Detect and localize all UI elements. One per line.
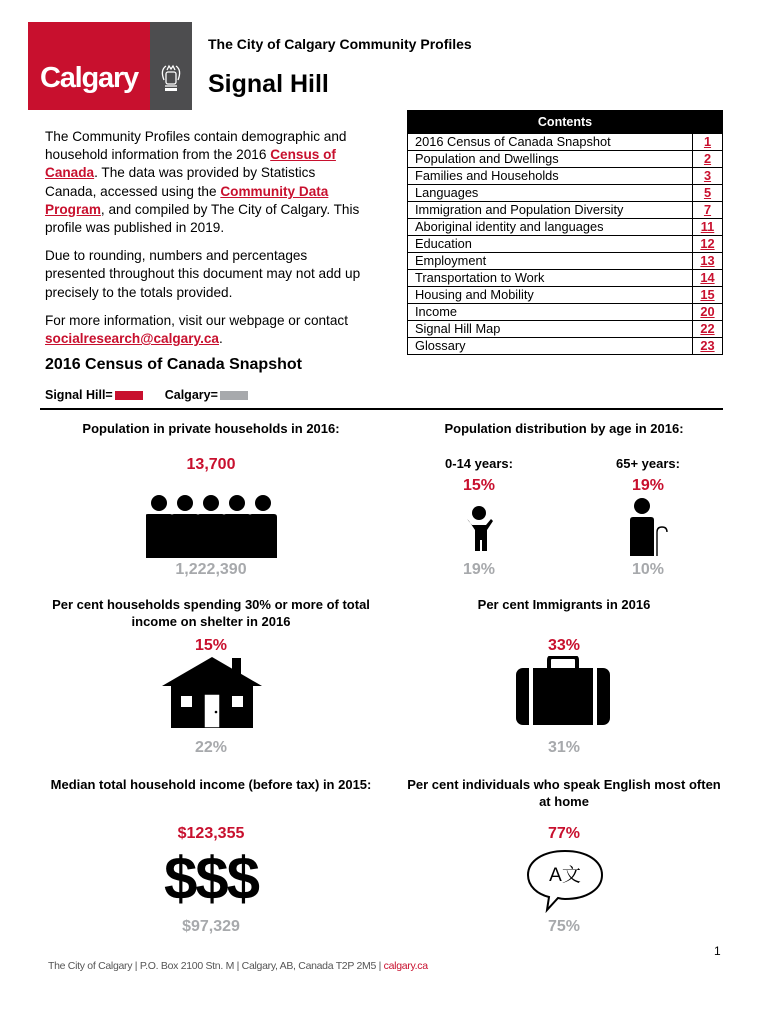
city-crest-icon xyxy=(150,22,192,110)
shelter-calgary-value: 22% xyxy=(194,739,228,756)
age-senior-signal: 19% xyxy=(631,477,665,494)
age-caption: Population distribution by age in 2016: xyxy=(444,421,684,436)
contents-row-page-link[interactable]: 7 xyxy=(703,202,712,217)
contents-row[interactable] xyxy=(408,303,722,320)
people-group-icon xyxy=(146,494,278,558)
intro-text xyxy=(45,128,365,358)
contents-row-label: Income xyxy=(408,304,693,320)
contents-row[interactable] xyxy=(408,167,722,184)
snapshot-title: 2016 Census of Canada Snapshot xyxy=(45,356,302,373)
contents-row-label: Immigration and Population Diversity xyxy=(408,202,693,218)
child-icon xyxy=(464,505,494,551)
contents-row[interactable] xyxy=(408,286,722,303)
contents-row-label: Employment xyxy=(408,253,693,269)
contents-row-page-link[interactable]: 12 xyxy=(700,236,715,251)
page-number: 1 xyxy=(714,944,721,958)
suitcase-icon xyxy=(515,656,611,726)
legend-signal-label: Signal Hill= xyxy=(45,388,113,402)
contents-row-page-link[interactable]: 15 xyxy=(700,287,715,302)
age-young-signal: 15% xyxy=(462,477,496,494)
census-of-canada-link[interactable]: Census of Canada xyxy=(45,147,336,181)
age-young-calgary: 19% xyxy=(462,561,496,578)
income-calgary-value: $97,329 xyxy=(182,918,240,935)
senior-icon xyxy=(630,496,672,556)
immigrants-signal-value: 33% xyxy=(547,637,581,654)
contents-row[interactable] xyxy=(408,218,722,235)
contents-row-page-link[interactable]: 14 xyxy=(700,270,715,285)
age-senior-label: 65+ years: xyxy=(616,456,680,471)
immigrants-caption: Per cent Immigrants in 2016 xyxy=(477,597,651,612)
contents-row-page-link[interactable]: 3 xyxy=(703,168,712,183)
contents-row-page-link[interactable]: 5 xyxy=(703,185,712,200)
english-caption: Per cent individuals who speak English most often at home xyxy=(407,777,721,809)
translate-text: A文 xyxy=(549,865,581,886)
series-title: The City of Calgary Community Profiles xyxy=(208,36,472,52)
contents-row-label: Glossary xyxy=(408,338,693,354)
contents-row-label: 2016 Census of Canada Snapshot xyxy=(408,134,693,150)
footer-website-link[interactable]: calgary.ca xyxy=(383,960,428,972)
contents-row[interactable] xyxy=(408,337,722,354)
contents-row[interactable] xyxy=(408,201,722,218)
contents-row-label: Families and Households xyxy=(408,168,693,184)
contents-row-label: Transportation to Work xyxy=(408,270,693,286)
contents-row[interactable] xyxy=(408,133,722,150)
contents-table xyxy=(407,110,723,355)
logo-text: Calgary xyxy=(40,62,138,94)
contents-row-page-link[interactable]: 20 xyxy=(700,304,715,319)
crest-panel xyxy=(150,22,192,110)
contents-row-label: Housing and Mobility xyxy=(408,287,693,303)
population-calgary-value: 1,222,390 xyxy=(175,561,247,578)
contents-row-label: Aboriginal identity and languages xyxy=(408,219,693,235)
legend-calgary-swatch xyxy=(220,391,248,400)
english-calgary-value: 75% xyxy=(547,918,581,935)
contents-row-label: Languages xyxy=(408,185,693,201)
legend xyxy=(45,388,248,402)
population-signal-value: 13,700 xyxy=(186,456,236,473)
english-signal-value: 77% xyxy=(547,825,581,842)
contents-row-label: Signal Hill Map xyxy=(408,321,693,337)
contents-row-page-link[interactable]: 1 xyxy=(703,134,712,149)
contents-row-page-link[interactable]: 2 xyxy=(703,151,712,166)
contents-row-label: Population and Dwellings xyxy=(408,151,693,167)
email-link[interactable]: socialresearch@calgary.ca xyxy=(45,331,219,347)
contents-row-page-link[interactable]: 13 xyxy=(700,253,715,268)
contents-row[interactable] xyxy=(408,235,722,252)
contents-row[interactable] xyxy=(408,252,722,269)
legend-signal-swatch xyxy=(115,391,143,400)
shelter-signal-value: 15% xyxy=(194,637,228,654)
divider xyxy=(40,408,723,410)
house-icon xyxy=(161,656,263,728)
income-caption: Median total household income (before tax) in 2015: xyxy=(50,777,372,792)
intro-paragraph-1: The Community Profiles contain demographic and household information from the 2016 Census of Canada. The data was provided by Statistics Canada, accessed using the Community Data Program, and compiled by The City of Calgary. This profile was published in 2019. xyxy=(45,129,360,236)
population-caption: Population in private households in 2016: xyxy=(82,421,340,436)
age-senior-calgary: 10% xyxy=(631,561,665,578)
page-title: Signal Hill xyxy=(208,70,329,98)
income-signal-value: $123,355 xyxy=(177,825,245,842)
dollar-signs-icon: $$$ xyxy=(163,845,259,912)
contents-row[interactable] xyxy=(408,320,722,337)
contents-row-label: Education xyxy=(408,236,693,252)
contents-row[interactable] xyxy=(408,269,722,286)
footer: The City of Calgary | P.O. Box 2100 Stn. M | Calgary, AB, Canada T2P 2M5 | calgary.ca xyxy=(48,960,428,972)
shelter-caption: Per cent households spending 30% or more of total income on shelter in 2016 xyxy=(52,597,370,629)
contents-row[interactable] xyxy=(408,150,722,167)
contents-row-page-link[interactable]: 23 xyxy=(700,338,715,353)
intro-paragraph-3: For more information, visit our webpage or contact socialresearch@calgary.ca. xyxy=(45,312,348,347)
age-young-label: 0-14 years: xyxy=(445,456,513,471)
community-data-program-link[interactable]: Community Data Program xyxy=(45,183,329,217)
intro-paragraph-2: Due to rounding, numbers and percentages presented throughout this document may not add up precisely to the totals provided. xyxy=(45,248,361,300)
immigrants-calgary-value: 31% xyxy=(547,739,581,756)
calgary-logo xyxy=(28,22,150,110)
contents-row[interactable] xyxy=(408,184,722,201)
legend-calgary-label: Calgary= xyxy=(164,388,218,402)
contents-row-page-link[interactable]: 11 xyxy=(700,219,715,234)
contents-title: Contents xyxy=(408,111,722,133)
contents-row-page-link[interactable]: 22 xyxy=(700,321,715,336)
